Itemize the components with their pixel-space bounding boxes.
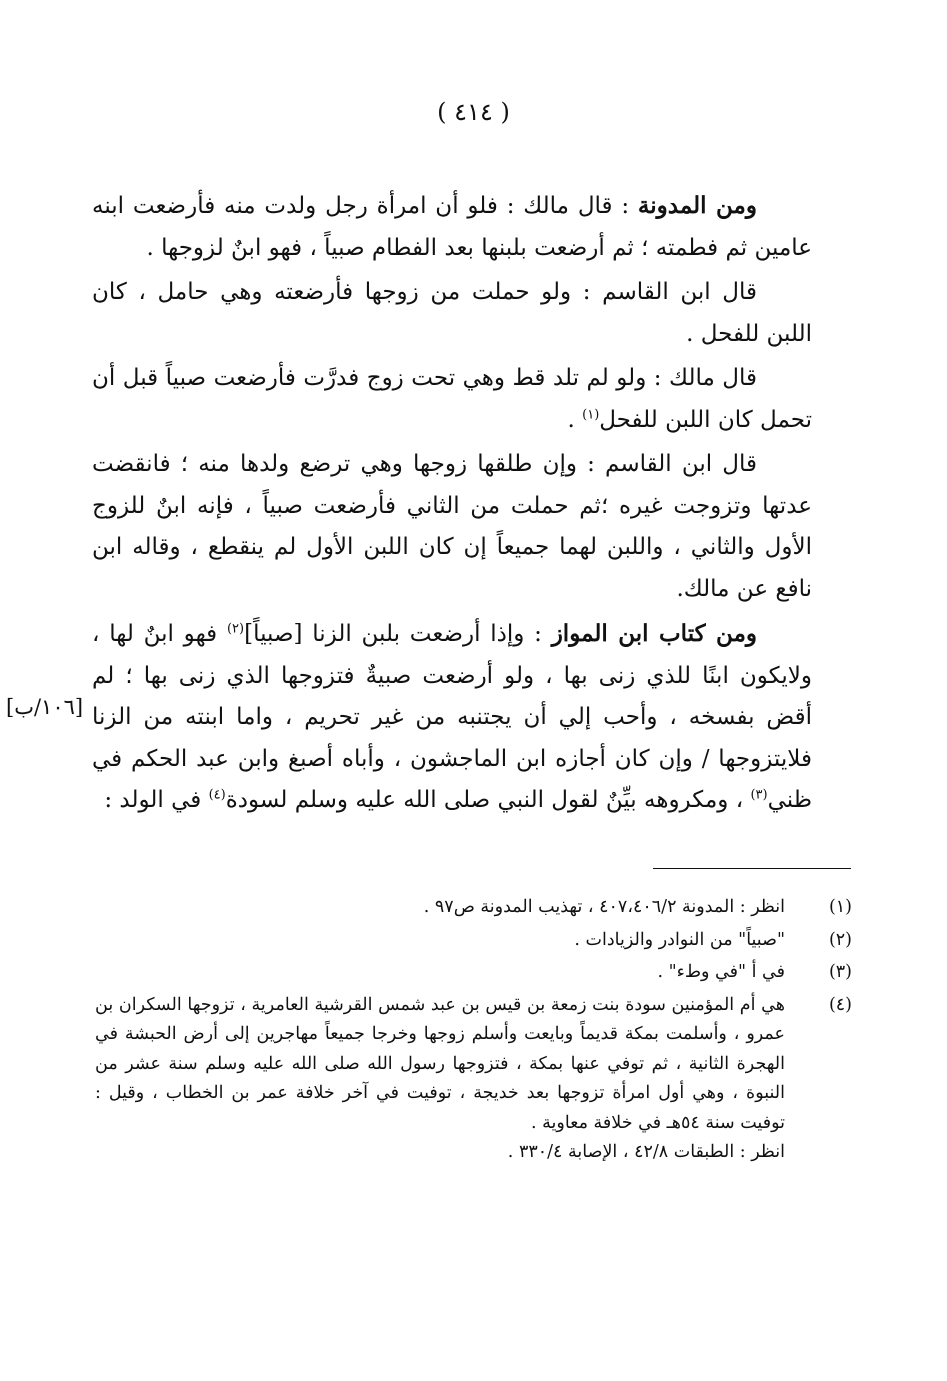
paragraph-5-tail: فهو ابنٌ لها ، ولايكون ابنًا للذي زنى بها ، ولو أرضعت صبيةٌ فتزوجها الذي زنى بها ؛ لم أقض بفسخه ، وأحب إلي أن يجتنبه من غير تحريم ، واما ابنته من الزنا فلايتزوجها / وإن كان أجازه ابن الماجشون ، وأباه أصبغ وابن عبد الحكم في ظني xyxy=(92,621,812,813)
paragraph-4-text: قال ابن القاسم : وإن طلقها زوجها وهي ترضع ولدها منه ؛ فانقضت عدتها وتزوجت غيره ؛ثم حملت من الثاني فأرضعت صبياً ، فإنه ابنٌ للزوج الأول والثاني ، واللبن لهما جميعاً إن كان اللبن الأول لم ينقطع ، وقاله ابن نافع عن مالك. xyxy=(92,451,812,602)
paragraph-5-tail-2: ، ومكروهه بيِّنٌ لقول النبي صلى الله عليه وسلم لسودة xyxy=(225,787,751,813)
paragraph-3-text: قال مالك : ولو لم تلد قط وهي تحت زوج فدرَّت فأرضعت صبياً قبل أن تحمل كان اللبن للفحل xyxy=(92,365,812,433)
footnote-separator xyxy=(653,868,851,869)
paragraph-1-lead: ومن المدونة xyxy=(637,192,757,219)
paragraph-4 xyxy=(92,444,812,610)
footnote-4-number: (٤) xyxy=(828,994,852,1015)
paragraph-2-text: قال ابن القاسم : ولو حملت من زوجها فأرضعته وهي حامل ، كان اللبن للفحل . xyxy=(92,279,812,347)
footnote-ref-1[interactable]: (١) xyxy=(582,406,600,422)
footnote-2-line-1: "صبياً" من النوادر والزيادات . xyxy=(574,929,785,950)
footnote-4-line-2: انظر : الطبقات ٤٢/٨ ، الإصابة ٣٣٠/٤ . xyxy=(507,1142,785,1162)
paragraph-5-tail-3: في الولد : xyxy=(104,787,209,813)
paragraph-5-lead: ومن كتاب ابن المواز xyxy=(551,620,757,647)
footnote-ref-4[interactable]: (٤) xyxy=(208,787,226,803)
footnote-3-number: (٣) xyxy=(828,962,852,982)
footnote-4 xyxy=(95,991,860,1168)
footnote-4-text xyxy=(95,991,785,1168)
paragraph-3 xyxy=(92,358,812,441)
footnotes xyxy=(95,893,860,1171)
footnote-3 xyxy=(95,958,860,988)
footnote-1-number: (١) xyxy=(828,897,852,917)
paragraph-1 xyxy=(92,185,812,269)
page-number: ( ٤١٤ ) xyxy=(437,98,510,126)
footnote-1-text xyxy=(95,893,785,923)
footnote-1-line-1: انظر : المدونة ٤٠٧،٤٠٦/٢ ، تهذيب المدونة ص٩٧ . xyxy=(423,897,785,917)
footnote-3-line-1: في أ "في وطء" . xyxy=(657,962,785,982)
paragraph-5-text: : وإذا أرضعت بلبن الزنا [صبياً] xyxy=(244,621,552,647)
main-text xyxy=(92,185,812,825)
paragraph-1-text: : قال مالك : فلو أن امرأة رجل ولدت منه فأرضعت ابنه عامين ثم فطمته ؛ ثم أرضعت بلبنها بعد الفطام صبياً ، فهو ابنٌ لزوجها . xyxy=(92,193,812,261)
footnote-3-text xyxy=(95,958,785,988)
footnote-2-text xyxy=(95,926,785,956)
footnote-1 xyxy=(95,893,860,923)
paragraph-2 xyxy=(92,272,812,355)
footnote-2-number: (٢) xyxy=(828,929,852,950)
paragraph-3-tail: . xyxy=(567,406,583,433)
footnote-ref-3[interactable]: (٣) xyxy=(750,787,768,803)
footnote-ref-2[interactable]: (٢) xyxy=(226,621,245,637)
paragraph-5 xyxy=(92,613,812,822)
manuscript-folio-marker: [١٠٦/ب] xyxy=(6,695,84,719)
footnote-2 xyxy=(95,926,860,956)
footnote-4-line-1: هي أم المؤمنين سودة بنت زمعة بن قيس بن عبد شمس القرشية العامرية ، تزوجها السكران بن عمرو ، وأسلمت بمكة قديماً وبايعت وأسلم زوجها وخرجا جميعاً مهاجرين إلى أرض الحبشة في الهجرة الثانية ، ثم توفي عنها بمكة ، فتزوجها رسول الله صلى الله عليه وسلم سنة عشر من النبوة ، وهي أول امرأة تزوجها بعد خديجة ، توفيت في آخر خلافة عمر بن الخطاب ، وقيل : توفيت سنة ٥٤هـ في خلافة معاوية . xyxy=(95,994,785,1133)
